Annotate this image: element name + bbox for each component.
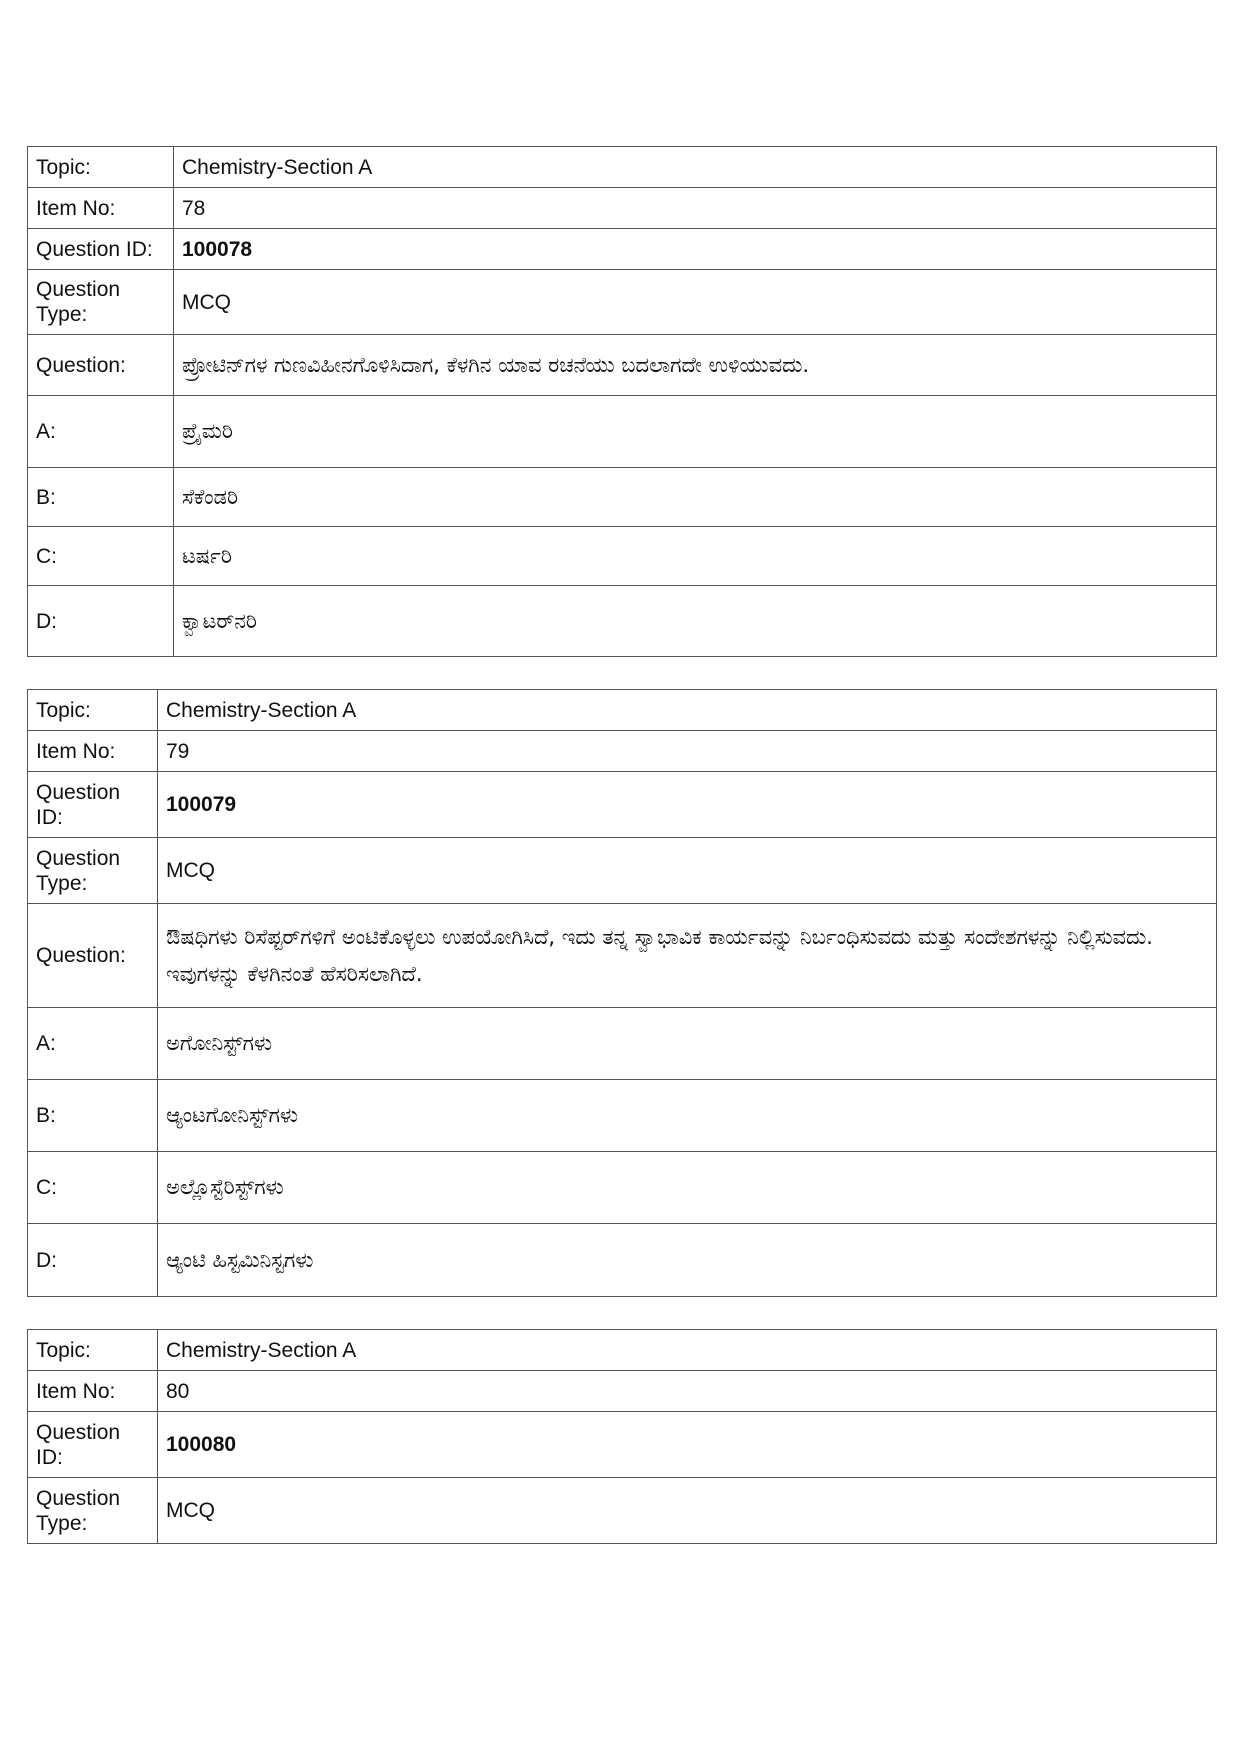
item-no-value: 78: [174, 188, 1217, 229]
option-text: ಅಗೋನಿಸ್ಟ್‌ಗಳು: [158, 1008, 1217, 1080]
question-table-80: [27, 1329, 1217, 1544]
option-label: D:: [28, 1224, 158, 1297]
option-row-c: [28, 1152, 1217, 1224]
question-type-value: MCQ: [174, 270, 1217, 335]
question-id-value: 100079: [158, 772, 1217, 838]
question-type-row: [28, 838, 1217, 904]
question-id-label: Question ID:: [28, 229, 174, 270]
question-type-label: Question Type:: [28, 838, 158, 904]
option-row-a: [28, 396, 1217, 468]
topic-value: Chemistry-Section A: [174, 147, 1217, 188]
option-label: A:: [28, 396, 174, 468]
item-no-row: [28, 731, 1217, 772]
option-text: ಅಲ್ಲೊಸ್ಟೆರಿಸ್ಟ್‌ಗಳು: [158, 1152, 1217, 1224]
topic-row: [28, 690, 1217, 731]
question-id-value: 100080: [158, 1412, 1217, 1478]
option-row-d: [28, 586, 1217, 657]
item-no-value: 80: [158, 1371, 1217, 1412]
topic-value: Chemistry-Section A: [158, 690, 1217, 731]
option-text: ಪ್ರೈಮರಿ: [174, 396, 1217, 468]
item-no-row: [28, 188, 1217, 229]
question-label: Question:: [28, 335, 174, 396]
question-id-row: [28, 229, 1217, 270]
option-row-c: [28, 527, 1217, 586]
item-no-value: 79: [158, 731, 1217, 772]
option-row-b: [28, 468, 1217, 527]
option-row-a: [28, 1008, 1217, 1080]
option-text: ಕ್ವಾಟರ್‌ನರಿ: [174, 586, 1217, 657]
item-no-label: Item No:: [28, 188, 174, 229]
option-text: ಆ್ಯಂಟಗೋನಿಸ್ಟ್‌ಗಳು: [158, 1080, 1217, 1152]
item-no-label: Item No:: [28, 1371, 158, 1412]
question-type-row: [28, 270, 1217, 335]
topic-row: [28, 1330, 1217, 1371]
question-text: ಔಷಧಿಗಳು ರಿಸೆಪ್ಟರ್‌ಗಳಿಗೆ ಅಂಟಿಕೊಳ್ಳಲು ಉಪಯೋಗಿಸಿದೆ, ಇದು ತನ್ನ ಸ್ವಾಭಾವಿಕ ಕಾರ್ಯವನ್ನು ನಿರ್ಬಂಧಿಸುವದು ಮತ್ತು ಸಂದೇಶಗಳನ್ನು ನಿಲ್ಲಿಸುವದು. ಇವುಗಳನ್ನು ಕೆಳಗಿನಂತೆ ಹೆಸರಿಸಲಾಗಿದೆ.: [158, 904, 1217, 1008]
question-id-row: [28, 772, 1217, 838]
option-label: B:: [28, 468, 174, 527]
option-text: ಸೆಕೆಂಡರಿ: [174, 468, 1217, 527]
topic-row: [28, 147, 1217, 188]
item-no-label: Item No:: [28, 731, 158, 772]
option-text: ಆ್ಯಂಟಿ ಹಿಸ್ಟಮಿನಿಸ್ಟಗಳು: [158, 1224, 1217, 1297]
question-text: ಪ್ರೋಟಿನ್‌ಗಳ ಗುಣವಿಹೀನಗೊಳಿಸಿದಾಗ, ಕೆಳಗಿನ ಯಾವ ರಚನೆಯು ಬದಲಾಗದೇ ಉಳಿಯುವದು.: [174, 335, 1217, 396]
question-id-row: [28, 1412, 1217, 1478]
question-id-label: Question ID:: [28, 772, 158, 838]
option-label: B:: [28, 1080, 158, 1152]
topic-label: Topic:: [28, 147, 174, 188]
option-row-d: [28, 1224, 1217, 1297]
option-label: C:: [28, 1152, 158, 1224]
option-label: A:: [28, 1008, 158, 1080]
option-label: D:: [28, 586, 174, 657]
topic-value: Chemistry-Section A: [158, 1330, 1217, 1371]
question-row: [28, 904, 1217, 1008]
question-table-79: [27, 689, 1217, 1297]
option-text: ಟರ್ಷರಿ: [174, 527, 1217, 586]
question-table-78: [27, 146, 1217, 657]
question-type-label: Question Type:: [28, 270, 174, 335]
question-label: Question:: [28, 904, 158, 1008]
question-type-value: MCQ: [158, 838, 1217, 904]
question-row: [28, 335, 1217, 396]
option-row-b: [28, 1080, 1217, 1152]
item-no-row: [28, 1371, 1217, 1412]
question-type-value: MCQ: [158, 1478, 1217, 1544]
question-type-row: [28, 1478, 1217, 1544]
question-type-label: Question Type:: [28, 1478, 158, 1544]
topic-label: Topic:: [28, 1330, 158, 1371]
topic-label: Topic:: [28, 690, 158, 731]
question-id-value: 100078: [174, 229, 1217, 270]
option-label: C:: [28, 527, 174, 586]
question-id-label: Question ID:: [28, 1412, 158, 1478]
